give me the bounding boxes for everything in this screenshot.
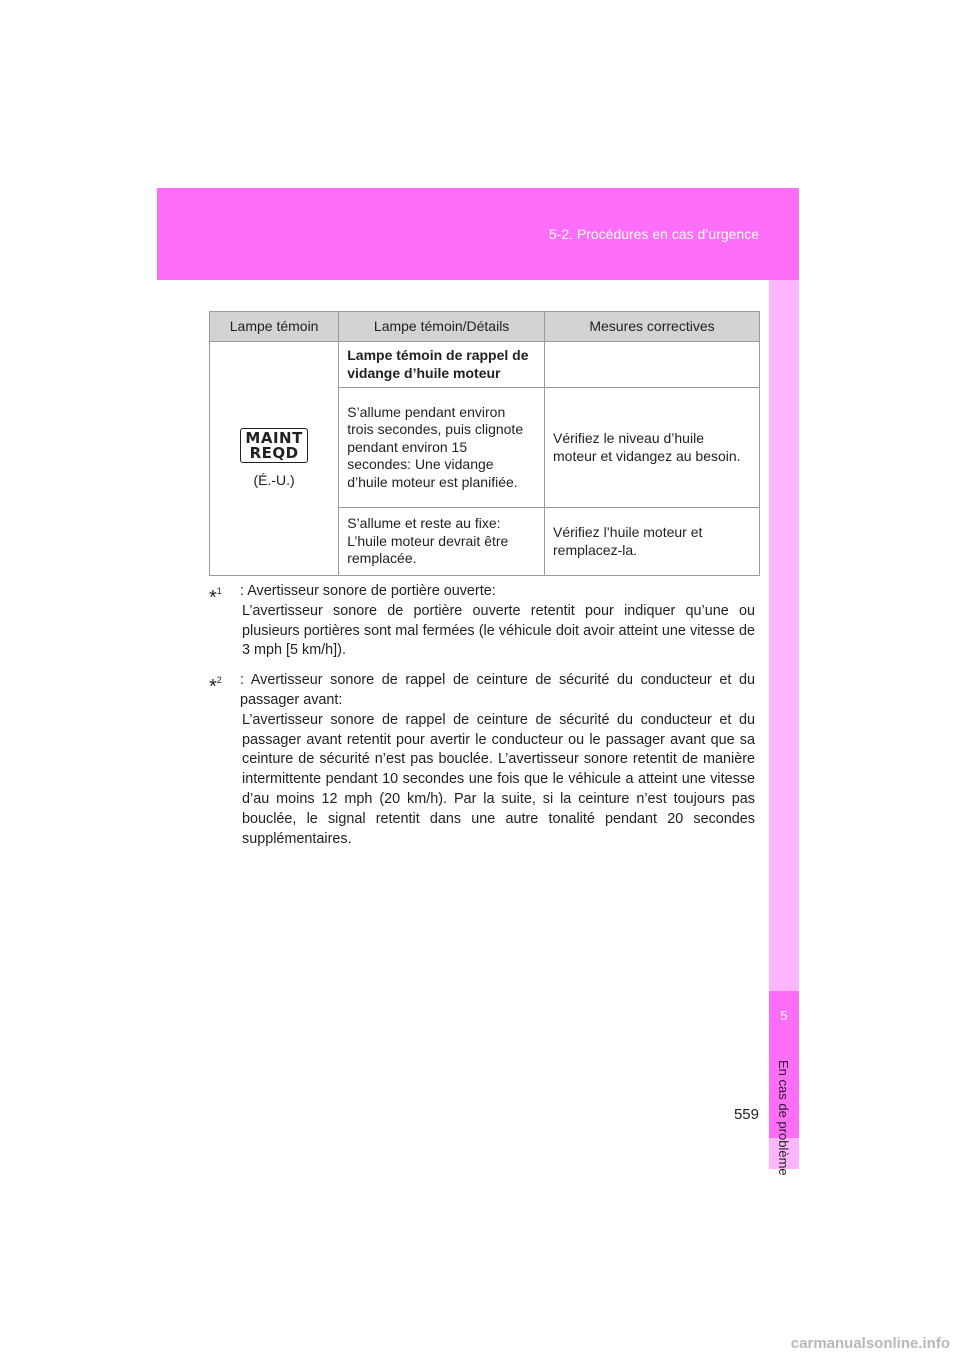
footnote-body: L’avertisseur sonore de portière ouverte retentit pour indiquer qu’une ou plusieurs portières sont mal fermées (le véhicule doit avoir atteint une vitesse de 3 mph [5 km/h]). — [242, 602, 755, 659]
footnote-heading: : Avertisseur sonore de rappel de ceinture de sécurité du conducteur et du passager avant: — [240, 672, 755, 708]
column-header-lamp: Lampe témoin — [210, 312, 339, 342]
footnote-1 — [209, 582, 755, 661]
row-details: S’allume pendant environ trois secondes, puis clignote pendant environ 15 secondes: Une vidange d’huile moteur est planifiée. — [347, 403, 524, 490]
chapter-side-tab — [769, 280, 799, 1176]
lamp-icon-line1: MAINT — [245, 428, 303, 447]
footnote-heading: : Avertisseur sonore de portière ouverte: — [240, 583, 496, 599]
footnote-marker — [209, 671, 222, 699]
lamp-icon-line2: REQD — [249, 443, 299, 462]
row-action: Vérifiez le niveau d’huile moteur et vidangez au besoin. — [553, 430, 741, 464]
chapter-title: En cas de problème — [776, 1060, 791, 1176]
table-cell — [339, 342, 545, 388]
column-header-actions: Mesures correctives — [545, 312, 760, 342]
chapter-number: 5 — [780, 1008, 788, 1023]
asterisk: * — [209, 587, 217, 609]
table-cell — [545, 388, 760, 508]
table-header-row — [210, 312, 760, 342]
table-cell-empty — [545, 342, 760, 388]
footnote-marker — [209, 582, 222, 609]
watermark: carmanualsonline.info — [790, 1335, 950, 1352]
footnote-body: L’avertisseur sonore de rappel de ceinture de sécurité du conducteur et du passager avant retentit pour avertir le conducteur ou le passager avant que sa ceinture de sécurité n’est pas bouclée. L’avertisseur sonore retentit de manière intermittente pendant 10 secondes une fois que le véhicule a atteint une vitesse d’au moins 12 mph (20 km/h). Par la suite, si la ceinture n’est toujours pas bouclée, le signal retentit dans une autre tonalité pendant 20 secondes supplémentaires. — [242, 711, 755, 847]
table-cell — [545, 508, 760, 576]
asterisk: * — [209, 676, 217, 699]
section-header-band — [157, 188, 799, 280]
row-action: Vérifiez l’huile moteur et remplacez-la. — [553, 524, 703, 558]
section-title: 5-2. Procédures en cas d’urgence — [548, 226, 759, 242]
footnotes — [209, 582, 755, 859]
lamp-region-label: (É.-U.) — [253, 471, 295, 488]
column-header-details: Lampe témoin/Détails — [339, 312, 545, 342]
footnote-2 — [209, 671, 755, 849]
table-cell — [339, 388, 545, 508]
footnote-number: 2 — [216, 675, 222, 686]
warning-light-table — [209, 311, 760, 576]
maint-reqd-warning-light-icon — [240, 428, 307, 463]
footnote-number: 1 — [216, 586, 222, 596]
table-cell — [339, 508, 545, 576]
table-title-row — [210, 342, 760, 388]
page-number: 559 — [733, 1106, 759, 1123]
lamp-cell — [210, 342, 339, 576]
lamp-title: Lampe témoin de rappel de vidange d’huile moteur — [347, 347, 529, 381]
row-details: S’allume et reste au fixe: L’huile moteur devrait être remplacée. — [347, 515, 509, 567]
